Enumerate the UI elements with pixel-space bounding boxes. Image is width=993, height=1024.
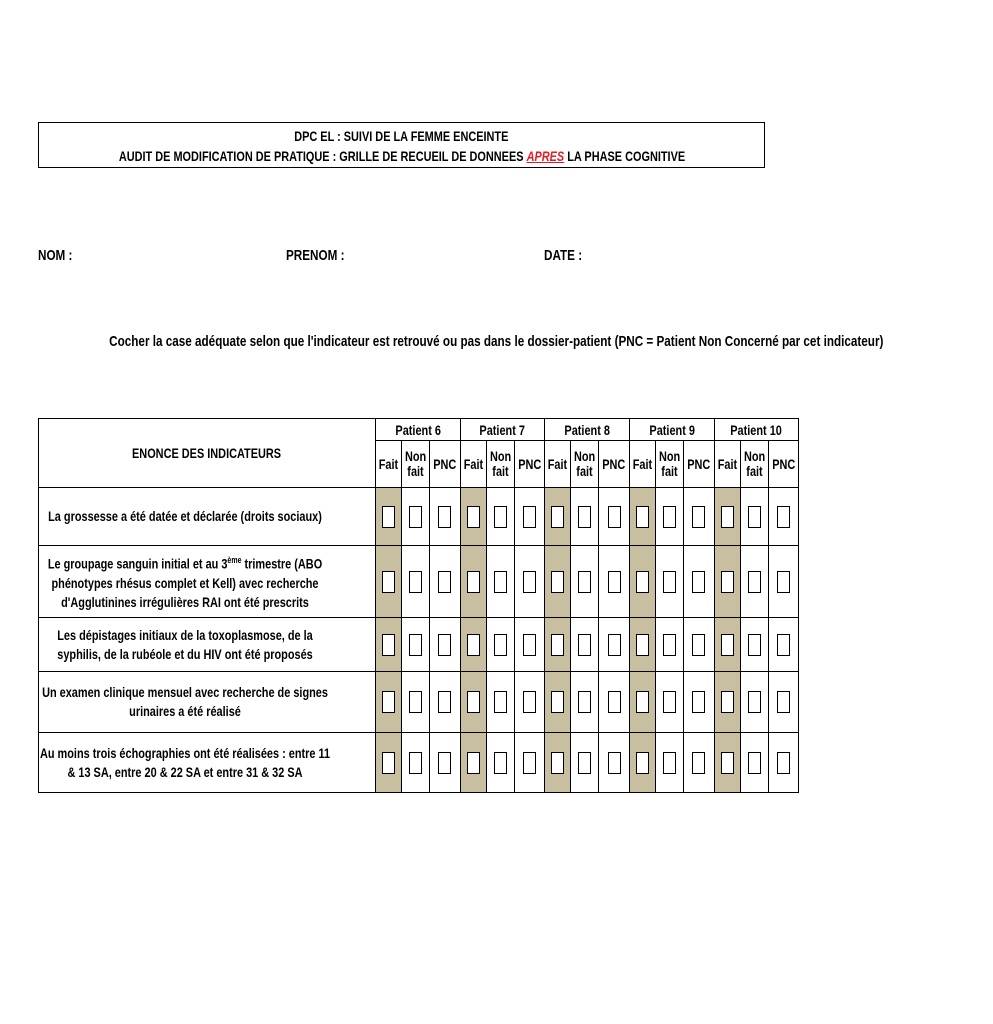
- subcol-fait: Fait: [630, 441, 656, 488]
- checkbox-pnc-patient-1[interactable]: [438, 691, 451, 713]
- checkbox-non-fait-patient-2[interactable]: [494, 506, 507, 528]
- cell-fait: [545, 546, 571, 618]
- checkbox-fait-patient-5[interactable]: [721, 571, 734, 593]
- checkbox-fait-patient-3[interactable]: [551, 634, 564, 656]
- indicator-row: [39, 618, 799, 672]
- subcol-fait: Fait: [376, 441, 402, 488]
- cell-fait: [460, 488, 486, 546]
- checkbox-fait-patient-4[interactable]: [636, 571, 649, 593]
- cell-fait: [460, 618, 486, 672]
- indicator-text: Le groupage sanguin initial et au 3ème trimestre (ABO phénotypes rhésus complet et Kell) avec recherche d'Agglutinines irrégulières RAI ont été prescrits: [39, 546, 376, 618]
- checkbox-fait-patient-4[interactable]: [636, 752, 649, 774]
- checkbox-non-fait-patient-3[interactable]: [578, 506, 591, 528]
- checkbox-pnc-patient-2[interactable]: [523, 691, 536, 713]
- indicator-header: ENONCE DES INDICATEURS: [39, 419, 376, 488]
- patient-header-5: Patient 10: [714, 419, 799, 441]
- cell-fait: [630, 672, 656, 733]
- cell-fait: [460, 733, 486, 793]
- subcol-pnc: PNC: [684, 441, 715, 488]
- checkbox-pnc-patient-3[interactable]: [608, 634, 621, 656]
- checkbox-fait-patient-1[interactable]: [382, 691, 395, 713]
- checkbox-non-fait-patient-4[interactable]: [663, 506, 676, 528]
- checkbox-pnc-patient-3[interactable]: [608, 691, 621, 713]
- cell-pnc: [514, 546, 545, 618]
- instruction-text: Cocher la case adéquate selon que l'indicateur est retrouvé ou pas dans le dossier-patient (PNC = Patient Non Concerné par cet indicateur): [109, 333, 884, 350]
- cell-fait: [545, 488, 571, 546]
- cell-non-fait: [655, 618, 683, 672]
- checkbox-non-fait-patient-2[interactable]: [494, 752, 507, 774]
- cell-non-fait: [571, 618, 599, 672]
- cell-non-fait: [740, 618, 768, 672]
- cell-non-fait: [740, 733, 768, 793]
- checkbox-fait-patient-4[interactable]: [636, 691, 649, 713]
- checkbox-non-fait-patient-1[interactable]: [409, 691, 422, 713]
- cell-non-fait: [401, 546, 429, 618]
- checkbox-pnc-patient-1[interactable]: [438, 506, 451, 528]
- checkbox-non-fait-patient-3[interactable]: [578, 691, 591, 713]
- title-line-1: DPC EL : SUIVI DE LA FEMME ENCEINTE: [294, 128, 509, 144]
- cell-fait: [630, 488, 656, 546]
- cell-fait: [376, 546, 402, 618]
- subcol-non-fait: Non fait: [740, 441, 768, 488]
- cell-fait: [376, 488, 402, 546]
- date-label: DATE :: [544, 247, 583, 264]
- prenom-label: PRENOM :: [286, 247, 345, 264]
- cell-pnc: [684, 618, 715, 672]
- checkbox-fait-patient-5[interactable]: [721, 634, 734, 656]
- cell-pnc: [768, 672, 799, 733]
- cell-non-fait: [486, 546, 514, 618]
- checkbox-non-fait-patient-1[interactable]: [409, 571, 422, 593]
- cell-fait: [630, 733, 656, 793]
- cell-pnc: [684, 488, 715, 546]
- indicator-text: La grossesse a été datée et déclarée (droits sociaux): [39, 488, 376, 546]
- checkbox-fait-patient-4[interactable]: [636, 634, 649, 656]
- checkbox-pnc-patient-4[interactable]: [692, 691, 705, 713]
- cell-pnc: [684, 546, 715, 618]
- checkbox-fait-patient-2[interactable]: [467, 506, 480, 528]
- checkbox-non-fait-patient-2[interactable]: [494, 634, 507, 656]
- cell-non-fait: [655, 546, 683, 618]
- title-line-2: AUDIT DE MODIFICATION DE PRATIQUE : GRILLE DE RECUEIL DE DONNEES APRES LA PHASE COGNITIVE: [118, 148, 686, 164]
- cell-fait: [376, 672, 402, 733]
- checkbox-non-fait-patient-2[interactable]: [494, 571, 507, 593]
- cell-fait: [376, 733, 402, 793]
- checkbox-non-fait-patient-4[interactable]: [663, 571, 676, 593]
- indicator-row: [39, 672, 799, 733]
- checkbox-non-fait-patient-2[interactable]: [494, 691, 507, 713]
- cell-pnc: [599, 618, 630, 672]
- cell-fait: [714, 733, 740, 793]
- cell-non-fait: [571, 488, 599, 546]
- cell-pnc: [430, 618, 461, 672]
- subcol-non-fait: Non fait: [486, 441, 514, 488]
- checkbox-non-fait-patient-5[interactable]: [748, 634, 761, 656]
- checkbox-fait-patient-3[interactable]: [551, 506, 564, 528]
- checkbox-non-fait-patient-4[interactable]: [663, 752, 676, 774]
- checkbox-pnc-patient-1[interactable]: [438, 752, 451, 774]
- cell-pnc: [599, 546, 630, 618]
- cell-fait: [545, 672, 571, 733]
- checkbox-pnc-patient-5[interactable]: [777, 752, 790, 774]
- checkbox-pnc-patient-2[interactable]: [523, 634, 536, 656]
- checkbox-non-fait-patient-4[interactable]: [663, 634, 676, 656]
- cell-fait: [460, 546, 486, 618]
- checkbox-fait-patient-4[interactable]: [636, 506, 649, 528]
- cell-non-fait: [655, 488, 683, 546]
- checkbox-fait-patient-1[interactable]: [382, 571, 395, 593]
- checkbox-pnc-patient-5[interactable]: [777, 571, 790, 593]
- cell-non-fait: [571, 672, 599, 733]
- checkbox-pnc-patient-1[interactable]: [438, 634, 451, 656]
- cell-pnc: [768, 733, 799, 793]
- checkbox-pnc-patient-5[interactable]: [777, 506, 790, 528]
- cell-fait: [714, 672, 740, 733]
- subcol-non-fait: Non fait: [401, 441, 429, 488]
- checkbox-fait-patient-1[interactable]: [382, 506, 395, 528]
- patient-header-3: Patient 8: [545, 419, 630, 441]
- cell-fait: [714, 618, 740, 672]
- subcol-fait: Fait: [545, 441, 571, 488]
- indicator-text: Un examen clinique mensuel avec recherche de signes urinaires a été réalisé: [39, 672, 376, 733]
- cell-pnc: [514, 672, 545, 733]
- cell-non-fait: [486, 672, 514, 733]
- indicator-row: [39, 733, 799, 793]
- checkbox-non-fait-patient-4[interactable]: [663, 691, 676, 713]
- patient-header-1: Patient 6: [376, 419, 461, 441]
- patient-header-4: Patient 9: [630, 419, 715, 441]
- checkbox-pnc-patient-2[interactable]: [523, 571, 536, 593]
- checkbox-fait-patient-3[interactable]: [551, 691, 564, 713]
- checkbox-non-fait-patient-3[interactable]: [578, 571, 591, 593]
- cell-fait: [545, 618, 571, 672]
- checkbox-non-fait-patient-5[interactable]: [748, 506, 761, 528]
- cell-pnc: [430, 546, 461, 618]
- cell-non-fait: [740, 546, 768, 618]
- nom-label: NOM :: [38, 247, 73, 264]
- indicator-text: Les dépistages initiaux de la toxoplasmose, de la syphilis, de la rubéole et du HIV ont été proposés: [39, 618, 376, 672]
- checkbox-non-fait-patient-5[interactable]: [748, 571, 761, 593]
- cell-non-fait: [486, 733, 514, 793]
- cell-fait: [630, 618, 656, 672]
- indicator-text: Au moins trois échographies ont été réalisées : entre 11 & 13 SA, entre 20 & 22 SA et entre 31 & 32 SA: [39, 733, 376, 793]
- checkbox-non-fait-patient-1[interactable]: [409, 634, 422, 656]
- cell-non-fait: [571, 546, 599, 618]
- cell-pnc: [599, 488, 630, 546]
- checkbox-fait-patient-2[interactable]: [467, 752, 480, 774]
- cell-fait: [460, 672, 486, 733]
- cell-non-fait: [655, 672, 683, 733]
- checkbox-non-fait-patient-3[interactable]: [578, 752, 591, 774]
- cell-non-fait: [401, 488, 429, 546]
- cell-pnc: [599, 672, 630, 733]
- title-accent-apres: APRES: [526, 148, 565, 164]
- subcol-non-fait: Non fait: [571, 441, 599, 488]
- checkbox-fait-patient-3[interactable]: [551, 752, 564, 774]
- cell-non-fait: [486, 618, 514, 672]
- checkbox-pnc-patient-2[interactable]: [523, 506, 536, 528]
- checkbox-pnc-patient-4[interactable]: [692, 634, 705, 656]
- checkbox-fait-patient-2[interactable]: [467, 571, 480, 593]
- patient-header-2: Patient 7: [460, 419, 545, 441]
- subcol-pnc: PNC: [430, 441, 461, 488]
- checkbox-fait-patient-3[interactable]: [551, 571, 564, 593]
- checkbox-fait-patient-5[interactable]: [721, 752, 734, 774]
- cell-pnc: [430, 733, 461, 793]
- indicator-grid: [38, 418, 799, 793]
- checkbox-fait-patient-2[interactable]: [467, 691, 480, 713]
- subcol-pnc: PNC: [768, 441, 799, 488]
- cell-fait: [714, 488, 740, 546]
- cell-fait: [714, 546, 740, 618]
- checkbox-pnc-patient-5[interactable]: [777, 691, 790, 713]
- cell-non-fait: [486, 488, 514, 546]
- checkbox-pnc-patient-3[interactable]: [608, 571, 621, 593]
- checkbox-non-fait-patient-1[interactable]: [409, 752, 422, 774]
- cell-pnc: [430, 488, 461, 546]
- cell-non-fait: [740, 672, 768, 733]
- cell-non-fait: [655, 733, 683, 793]
- cell-pnc: [514, 618, 545, 672]
- cell-pnc: [768, 546, 799, 618]
- checkbox-non-fait-patient-5[interactable]: [748, 752, 761, 774]
- checkbox-pnc-patient-4[interactable]: [692, 571, 705, 593]
- cell-non-fait: [571, 733, 599, 793]
- cell-pnc: [514, 733, 545, 793]
- cell-pnc: [599, 733, 630, 793]
- cell-non-fait: [401, 672, 429, 733]
- cell-non-fait: [740, 488, 768, 546]
- checkbox-fait-patient-2[interactable]: [467, 634, 480, 656]
- checkbox-pnc-patient-2[interactable]: [523, 752, 536, 774]
- checkbox-fait-patient-1[interactable]: [382, 634, 395, 656]
- cell-fait: [630, 546, 656, 618]
- checkbox-non-fait-patient-5[interactable]: [748, 691, 761, 713]
- indicator-row: [39, 546, 799, 618]
- checkbox-fait-patient-1[interactable]: [382, 752, 395, 774]
- subcol-pnc: PNC: [514, 441, 545, 488]
- cell-fait: [545, 733, 571, 793]
- cell-pnc: [684, 733, 715, 793]
- cell-fait: [376, 618, 402, 672]
- cell-non-fait: [401, 733, 429, 793]
- checkbox-pnc-patient-4[interactable]: [692, 506, 705, 528]
- cell-pnc: [768, 488, 799, 546]
- cell-pnc: [684, 672, 715, 733]
- checkbox-pnc-patient-4[interactable]: [692, 752, 705, 774]
- checkbox-non-fait-patient-3[interactable]: [578, 634, 591, 656]
- checkbox-pnc-patient-1[interactable]: [438, 571, 451, 593]
- checkbox-pnc-patient-3[interactable]: [608, 752, 621, 774]
- indicator-row: [39, 488, 799, 546]
- cell-pnc: [514, 488, 545, 546]
- cell-pnc: [430, 672, 461, 733]
- subcol-pnc: PNC: [599, 441, 630, 488]
- subcol-non-fait: Non fait: [655, 441, 683, 488]
- subcol-fait: Fait: [460, 441, 486, 488]
- checkbox-fait-patient-5[interactable]: [721, 691, 734, 713]
- checkbox-non-fait-patient-1[interactable]: [409, 506, 422, 528]
- checkbox-fait-patient-5[interactable]: [721, 506, 734, 528]
- subcol-fait: Fait: [714, 441, 740, 488]
- cell-non-fait: [401, 618, 429, 672]
- checkbox-pnc-patient-3[interactable]: [608, 506, 621, 528]
- cell-pnc: [768, 618, 799, 672]
- checkbox-pnc-patient-5[interactable]: [777, 634, 790, 656]
- document-title-box: [38, 122, 765, 168]
